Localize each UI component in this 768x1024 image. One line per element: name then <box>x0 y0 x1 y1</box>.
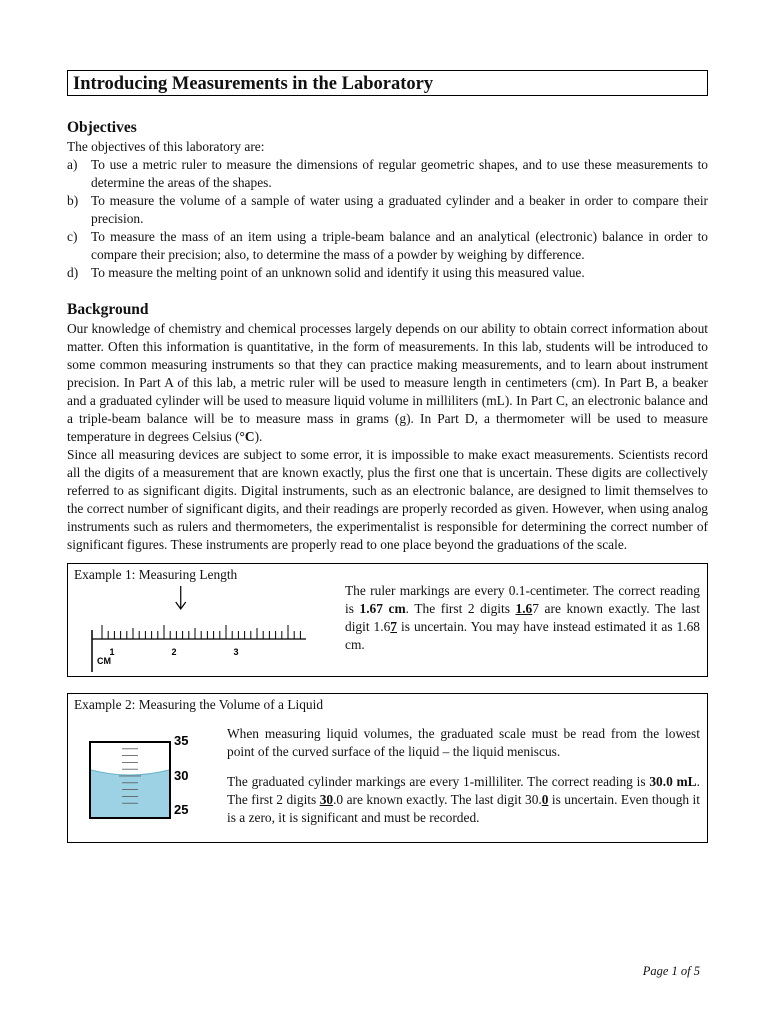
objective-marker: d) <box>67 265 79 280</box>
reading-explanation <box>227 773 700 827</box>
objective-text: To measure the volume of a sample of water using a graduated cylinder and a beaker in order to compare their precision. <box>91 193 708 226</box>
ruler-tick-label: 2 <box>171 647 177 657</box>
objectives-intro: The objectives of this laboratory are: <box>67 139 265 154</box>
example-2-text <box>227 725 700 827</box>
example-1-title: Example 1: Measuring Length <box>74 567 238 582</box>
objective-item <box>67 192 708 228</box>
objective-item <box>67 264 708 282</box>
document-page <box>67 70 708 843</box>
text-run: . The first 2 digits <box>227 774 700 807</box>
uncertain-digit: 7 <box>390 619 397 634</box>
background-heading: Background <box>67 301 149 318</box>
graduated-cylinder-diagram <box>86 732 216 832</box>
objective-text: To measure the mass of an item using a triple-beam balance and an analytical (electronic) balance in order to compare their precision; also, to determine the mass of a powder by weighing by difference. <box>91 229 708 262</box>
cylinder-label: 25 <box>174 802 189 817</box>
objectives-heading: Objectives <box>67 119 137 136</box>
cylinder-label: 35 <box>174 733 189 748</box>
objective-item <box>67 228 708 264</box>
text-run: is uncertain. Even though it is a zero, it is significant and must be recorded. <box>227 792 700 825</box>
example-2-box <box>67 693 708 843</box>
text-run: 7 are known exactly. The last digit 1.6 <box>345 601 700 634</box>
example-1-text <box>345 582 700 654</box>
liquid-fill <box>91 770 169 817</box>
background-paragraph-1 <box>67 320 708 446</box>
text-run: The ruler markings are every 0.1-centimeter. The correct reading is <box>345 583 700 616</box>
objective-marker: c) <box>67 229 78 244</box>
objective-text: To measure the melting point of an unknown solid and identify it using this measured value. <box>91 265 585 280</box>
example-2-title: Example 2: Measuring the Volume of a Liquid <box>74 697 324 712</box>
objective-text: To use a metric ruler to measure the dimensions of regular geometric shapes, and to use these measurements to determine the areas of the shapes. <box>91 157 708 190</box>
ruler-diagram <box>88 584 312 672</box>
example-1-box <box>67 563 708 677</box>
objective-marker: a) <box>67 157 78 172</box>
uncertain-digit: 0 <box>541 792 549 807</box>
paragraph-text-end: ). <box>254 429 263 444</box>
known-digits: 1.6 <box>515 601 533 616</box>
text-run: The graduated cylinder markings are every 1-milliliter. The correct reading is <box>227 774 650 789</box>
ruler-tick-label: 1 <box>109 647 115 657</box>
objectives-list <box>67 156 708 282</box>
ruler-ticks <box>102 625 300 639</box>
background-paragraph-2: Since all measuring devices are subject to some error, it is impossible to make exact measurements. Scientists record all the digits of a measurement that are known exactly, plus the first one that is uncertain. These digits are collectively referred to as significant digits. Digital instruments, such as an electronic balance, are designed to limit themselves to the correct number of significant digits, and their readings are properly recorded as given. However, when using analog instruments such as rulers and thermometers, the experimentalist is responsible for determining the correct number of significant figures. These instruments are properly read to one place beyond the graduations of the scale. <box>67 447 708 552</box>
page-number: Page 1 of 5 <box>642 964 700 978</box>
reading-arrow-icon <box>176 586 186 609</box>
objective-item <box>67 156 708 192</box>
reading-value: 30.0 mL <box>649 774 697 789</box>
text-run: is uncertain. You may have instead estimated it as 1.68 cm. <box>345 619 700 652</box>
reading-value: 1.67 cm <box>359 601 406 616</box>
ruler-tick-label: 3 <box>233 647 239 657</box>
text-run: .0 are known exactly. The last digit 30. <box>333 792 542 807</box>
paragraph-text: Our knowledge of chemistry and chemical processes largely depends on our ability to obtain correct information about matter. Often this information is quantitative, in the form of measurements. In this lab, students will be introduced to some common measuring instruments so that they can practice making measurements, and to learn about instrument precision. In Part A of this lab, a metric ruler will be used to measure length in centimeters (cm). In Part B, a beaker and a graduated cylinder will be used to measure liquid volume in milliliters (mL). In Part C, an electronic balance and a triple-beam balance will be to measure mass in grams (g). In Part D, a thermometer will be used to measure temperature in degrees Celsius ( <box>67 321 708 444</box>
celsius-symbol: °C <box>239 429 255 444</box>
cylinder-label: 30 <box>174 768 189 783</box>
objective-marker: b) <box>67 193 79 208</box>
ruler-unit-label: CM <box>97 656 111 666</box>
known-digits: 30 <box>319 792 334 807</box>
text-run: . The first 2 digits <box>405 601 516 616</box>
meniscus-note: When measuring liquid volumes, the graduated scale must be read from the lowest point of the curved surface of the liquid – the liquid meniscus. <box>227 726 700 759</box>
page-title: Introducing Measurements in the Laboratory <box>67 70 708 96</box>
